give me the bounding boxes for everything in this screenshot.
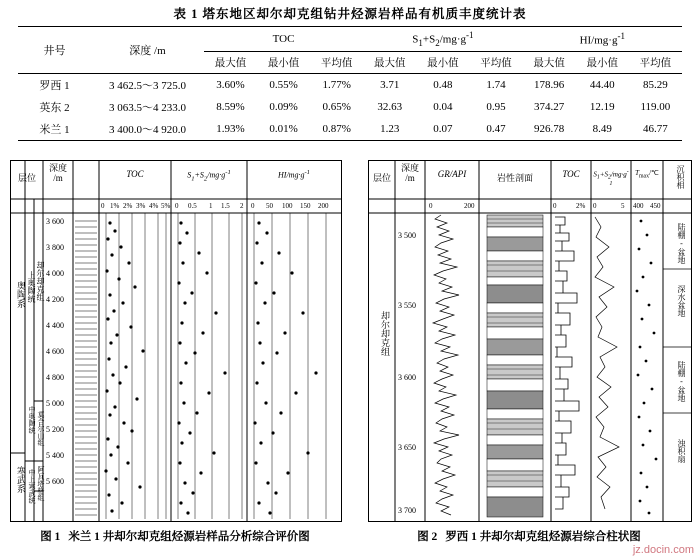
cell-hi-avg: 119.00 <box>640 100 671 113</box>
table-row <box>18 118 682 141</box>
col-toc-group: TOC <box>204 27 363 52</box>
fig1-depth-label: 3 800 <box>46 243 64 252</box>
col-hi-group: $HI/mg\cdot g^{-1}$ <box>523 27 682 52</box>
cell-s12-avg: 0.95 <box>486 100 506 113</box>
s12-max-header: 最大值 <box>363 51 416 73</box>
fig1-hi-tick-4: 200 <box>318 202 329 210</box>
fig1-s12-tick-1: 0.5 <box>188 202 197 210</box>
cell-s12-max: 3.71 <box>380 78 400 91</box>
cell-well: 米兰 1 <box>18 118 91 141</box>
fig2-facies-label: 浊积扇 <box>677 439 686 463</box>
cell-s12-max: 1.23 <box>363 118 416 141</box>
figure-2-number: 图 2 <box>417 531 438 543</box>
fig2-s12-tick-min: 0 <box>593 202 597 210</box>
fig1-s12-tick-0: 0 <box>175 202 179 210</box>
cell-well: 罗西 1 <box>39 79 70 92</box>
hi-max-header: 最大值 <box>523 51 576 73</box>
cell-s12-avg: 0.47 <box>469 118 522 141</box>
figure-2-svg <box>369 161 691 521</box>
cell-toc-min: 0.55% <box>269 78 298 91</box>
fig1-depth-label: 4 800 <box>46 373 64 382</box>
fig1-hi-tick-2: 100 <box>282 202 293 210</box>
cell-toc-max: 3.60% <box>216 78 245 91</box>
fig1-hi-tick-0: 0 <box>251 202 255 210</box>
fig1-depth-label: 4 200 <box>46 295 64 304</box>
cell-hi-max: 374.27 <box>533 100 565 113</box>
cell-hi-min: 8.49 <box>576 118 629 141</box>
cell-s12-max: 32.63 <box>377 100 403 113</box>
fig2-tmax-tick-max: 450 <box>650 202 661 210</box>
col-well: 井号 <box>18 27 91 74</box>
cell-toc-min: 0.01% <box>257 118 310 141</box>
fig2-depth-label: 3 650 <box>398 443 416 452</box>
fig2-col-s12-label: $S_1+S_2/mg\cdot g^{-1}$ <box>593 169 629 187</box>
hi-avg-header: 平均值 <box>629 51 682 73</box>
fig2-col-gr-label: GR/API <box>437 169 467 179</box>
fig2-facies-label: 陆棚-盆地 <box>677 223 686 264</box>
fig2-facies-label: 深水盆地 <box>677 285 686 317</box>
fig2-gr-tick-min: 0 <box>429 202 433 210</box>
toc-max-header: 最大值 <box>204 51 257 73</box>
table <box>18 26 682 141</box>
fig1-depth-label: 4 400 <box>46 321 64 330</box>
fig1-series-upper-ordovician: 上奥陶统 <box>27 271 36 303</box>
table-row <box>18 73 682 96</box>
fig2-col-facies-label: 沉积相 <box>676 165 685 189</box>
fig1-series-middle-ordovician: 中奥陶统 <box>28 406 36 434</box>
hi-min-header: 最小值 <box>576 51 629 73</box>
col-s12-group: $S_1+S_2/mg\cdot g^{-1}$ <box>363 27 522 52</box>
fig2-col-tmax-label: $T_{max}/℃$ <box>635 169 659 180</box>
fig1-toc-tick-5: 5% <box>161 202 171 210</box>
toc-min-header: 最小值 <box>257 51 310 73</box>
s12-avg-header: 平均值 <box>469 51 522 73</box>
cell-toc-avg: 0.65% <box>322 100 351 113</box>
fig1-depth-label: 5 000 <box>46 399 64 408</box>
fig1-formation-quergueke: 却尔却克组 <box>36 261 45 301</box>
fig1-col-s12-label: $S_1+S_2/mg\cdot g^{-1}$ <box>187 169 231 183</box>
cell-toc-avg: 0.87% <box>310 118 363 141</box>
fig1-toc-tick-4: 4% <box>149 202 159 210</box>
fig2-formation-label: 却尔却克组 <box>380 311 390 356</box>
figure-2-caption-text: 罗西 1 井却尔却克组烃源岩综合柱状图 <box>445 531 641 543</box>
table-title: 表 1 塔东地区却尔却克组钻井烃源岩样品有机质丰度统计表 <box>173 7 527 21</box>
fig2-depth-label: 3 500 <box>398 231 416 240</box>
cell-s12-min: 0.48 <box>433 78 453 91</box>
figure-1-composite-log <box>10 160 342 522</box>
fig2-tmax-tick-min: 400 <box>633 202 644 210</box>
cell-s12-avg: 1.74 <box>486 78 506 91</box>
figure-1-caption <box>10 528 340 544</box>
cell-hi-avg: 85.29 <box>643 78 668 91</box>
fig1-s12-tick-3: 1.5 <box>221 202 230 210</box>
fig2-facies-label: 陆棚-盆地 <box>677 361 686 402</box>
cell-hi-min: 44.40 <box>589 78 615 91</box>
fig2-toc-tick-max: 2% <box>576 202 586 210</box>
fig2-col-strata-label: 层位 <box>372 173 391 183</box>
cell-hi-max: 178.96 <box>533 78 565 91</box>
figure-2-stratigraphic-column <box>368 160 692 522</box>
figure-1-caption-text: 米兰 1 井却尔却克组烃源岩样品分析综合评价图 <box>68 531 310 543</box>
fig2-col-toc-label: TOC <box>562 169 580 179</box>
cell-toc-max: 1.93% <box>204 118 257 141</box>
fig2-col-depth-label: 深度 /m <box>400 163 419 183</box>
fig2-toc-tick-min: 0 <box>553 202 557 210</box>
fig1-toc-tick-2: 2% <box>123 202 133 210</box>
fig1-s12-tick-2: 1 <box>209 202 213 210</box>
fig1-system-ordovician: 奥陶系 <box>16 281 26 308</box>
fig1-depth-label: 5 400 <box>46 451 64 460</box>
col-depth: 深度 /m <box>91 27 204 74</box>
fig2-col-litho-label: 岩性剖面 <box>496 173 533 183</box>
cell-well: 英东 2 <box>39 101 70 114</box>
fig1-depth-label: 5 600 <box>46 477 64 486</box>
fig1-depth-label: 5 200 <box>46 425 64 434</box>
fig1-col-strata-label: 层位 <box>17 173 36 183</box>
watermark: jz.docin.com <box>632 544 694 556</box>
cell-hi-max: 926.78 <box>523 118 576 141</box>
cell-s12-min: 0.07 <box>416 118 469 141</box>
fig1-depth-label: 4 000 <box>46 269 64 278</box>
toc-avg-header: 平均值 <box>310 51 363 73</box>
fig1-depth-label: 4 600 <box>46 347 64 356</box>
cell-toc-avg: 1.77% <box>322 78 351 91</box>
fig1-formation-mohaershan: 莫合尔山组 <box>37 411 45 446</box>
table-row <box>18 96 682 118</box>
fig2-depth-label: 3 600 <box>398 373 416 382</box>
fig1-col-depth-label: 深度 /m <box>48 163 67 183</box>
figure-1-svg <box>11 161 341 521</box>
fig1-col-toc-label: TOC <box>126 169 144 179</box>
cell-toc-max: 8.59% <box>216 100 245 113</box>
fig1-hi-tick-3: 150 <box>300 202 311 210</box>
cell-hi-avg: 46.77 <box>629 118 682 141</box>
fig1-toc-tick-1: 1% <box>110 202 120 210</box>
cell-depth: 3 063.5～4 233.0 <box>108 101 186 114</box>
cell-toc-min: 0.09% <box>269 100 298 113</box>
fig1-toc-tick-3: 3% <box>136 202 146 210</box>
fig1-s12-tick-4: 2 <box>240 202 244 210</box>
fig1-series-cambrian: 中上寒武统 <box>28 469 36 504</box>
fig1-col-hi-label: $HI/mg\cdot g^{-1}$ <box>278 169 310 180</box>
fig1-hi-tick-1: 50 <box>266 202 273 210</box>
fig1-depth-label: 3 600 <box>46 217 64 226</box>
cell-depth: 3 462.5～3 725.0 <box>108 79 186 92</box>
fig2-s12-tick-max: 5 <box>621 202 625 210</box>
table-header-row-1 <box>18 27 682 52</box>
fig1-formation-awatage: 阿瓦塔格组 <box>37 466 45 501</box>
fig2-depth-label: 3 700 <box>398 506 416 515</box>
fig1-toc-tick-0: 0 <box>101 202 105 210</box>
cell-hi-min: 12.19 <box>589 100 615 113</box>
s12-min-header: 最小值 <box>416 51 469 73</box>
cell-depth: 3 400.0～4 920.0 <box>91 118 204 141</box>
fig1-system-cambrian: 寒武系 <box>16 466 26 493</box>
fig2-gr-tick-max: 200 <box>464 202 475 210</box>
cell-s12-min: 0.04 <box>433 100 453 113</box>
figure-1-number: 图 1 <box>40 531 61 543</box>
organic-matter-abundance-table <box>18 4 682 141</box>
fig2-depth-label: 3 550 <box>398 301 416 310</box>
figure-2-caption <box>368 528 690 544</box>
